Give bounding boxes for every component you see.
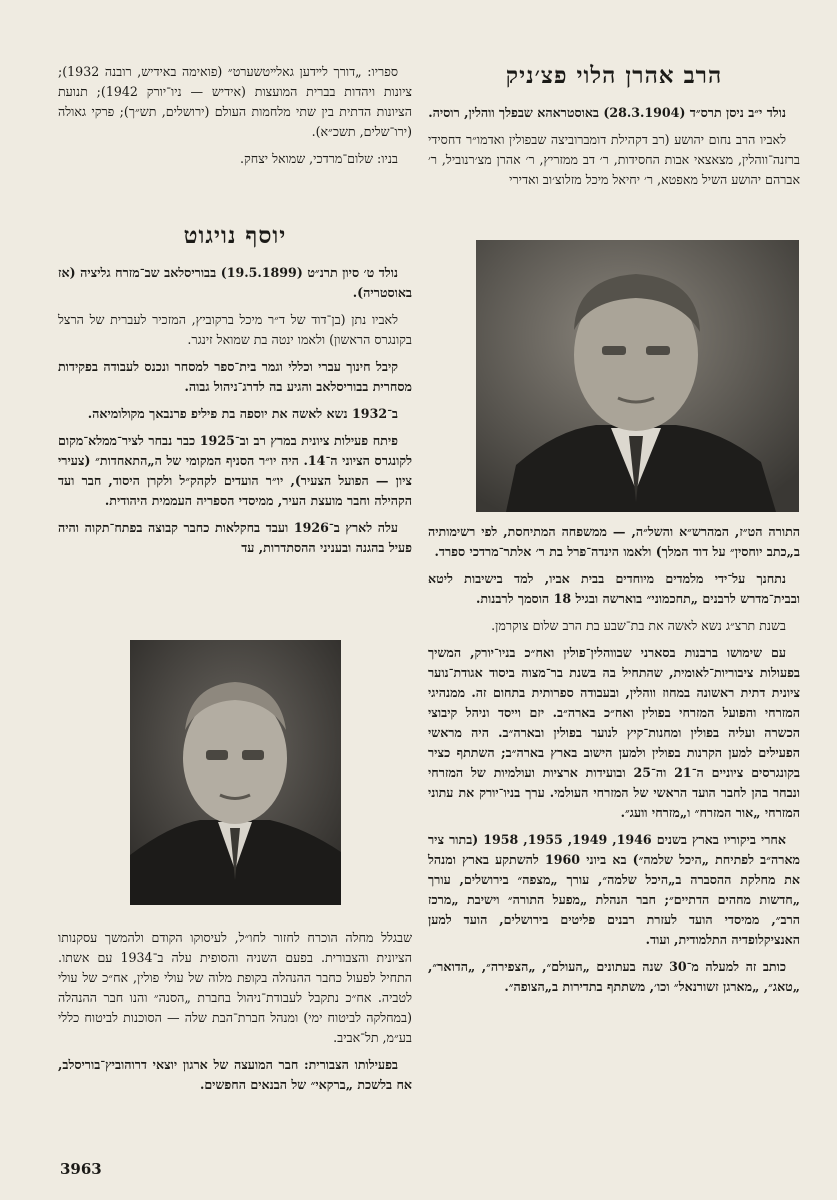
pechenik-paragraph-1: נולד י״ב ניסן תרס״ד (28.3.1904) באוסטראהא שבפלך ווהלין, רוסיה.	[428, 105, 786, 120]
neugut-paragraph-3: קיבל חינוך עברי וכללי וגמר בית־ספר למסחר ונכנס לעבודה בפקידות מסחרית בבוריסלאב והגיע בה לדרג־ניהול גבוה.	[58, 359, 412, 394]
previous-entry-continuation	[58, 62, 412, 176]
neugut-continuation	[58, 928, 412, 1102]
entry-title-pechenik: הרב אהרן הלוי פצ׳ניק	[505, 62, 723, 89]
entry-aharon-pechenik	[428, 62, 800, 197]
neugut-paragraph-5: פיתח פעילות ציונית במרץ רב וב־1925 כבר נבחר לציר־ממלא־מקום לקונגרס הציוני ה־14. היה יו״ר הסניף המקומי של ה„התאחדות״ (צעירי ציון — הפועל הצעיר), יו״ר הועדים לקהק״ל ולקרן היסוד, חבר ועד הקהילה וחבר מועצת העיר, ממיסדי הספריה העממית היהודית.	[58, 433, 413, 508]
portrait-photo-pechenik	[476, 240, 799, 512]
neugut-paragraph-8: בפעילותו הצבורית: חבר המועצה של ארגון יוצאי דרוהוביץ־בוריסלב, אח בלשכת „ברקאי״ של הבנאים החפשים.	[58, 1057, 412, 1092]
neugut-paragraph-1: נולד ט׳ סיון תרנ״ט (19.5.1899) בבוריסלאב שב־מזרח גליציה (אז באוסטריה).	[58, 265, 412, 300]
pechenik-paragraph-5: בשנת תרצ״ג נשא לאשה את בת־שבע בת הרב שלום צוקרמן.	[491, 618, 786, 633]
portrait-photo-neugut	[130, 640, 341, 905]
sons-paragraph: בניו: שלום־מרדכי, שמואל יצחק.	[240, 151, 398, 166]
entry-title-neugut: יוסף נויגוט	[183, 222, 287, 249]
pechenik-paragraph-7: אחרי ביקוריו בארץ בשנים 1946, 1949, 1955, 1958 (בתור ציר מארה״ב לפתיחת „היכל שלמה״) בא ביוני 1960 להשתקע בארץ ומנהל את מחלקת ההסברה ב„היכל שלמה״, עורך „מצפה״ בירושלים, עורך „חדשות מחהים הדתיים״; חבר הנהלת „מפעל התורה״ וישיבת „מרכז הרב״, ממיסדי הועד לעזרת רבנים פליטים בירושלים, הועד למען האנציקלופדיה התלמודית, ועוד.	[428, 832, 800, 947]
pechenik-paragraph-6: עם שימושו ברבנות בסארני שבווהלין־פולין ואח״כ בניו־יורק, המשיך בפעולות ציבוריות־לאומית, שהתחיל בה בשנת בר־מצוה ביסוד אגודת־נוער ציונית דתית ראשונה במחוז ווהלין, ובעבודה ספרותית בתחום זה. ממנהיגי המזרחי והפועל המזרחי בפולין ואח״כ בארה״ב. יזם וייסד וניהל קיבוצי הכשרה ועליה בפולין ומחנות־קיץ לנוער בפולין ובארה״ב. היה מראשי הפעילים למען הקרנות בפולין ולמען הישוב בארץ בארה״ב; השתתף כציר בקונגרסים ציוניים ה־21 וה־25 ובועידות ארציות ועולמיות של המזרחי ונבחר בהן לחבר הועד הראשי של המזרחי העולמי. ערך בניו־יורק את עתוני המזרחי „אור המזרח״ ו„מזרחי וועג״.	[428, 645, 800, 820]
neugut-paragraph-7: שבגלל מחלה הוכרח לחזור לחו״ל, לעיסוקו הקודם ולהמשך עסקנותו הציונית והצבורית. בפעם השניה והסופית עלה ב־1934 עם אשתו. התחיל לפעול כחבר ההנהלה בקופת מלוה של עולי פולין, אח״כ של עולי לטביה. אח״כ נתקבל לעבודת־ניהול בחברת „הסנה״ והנו חבר ההנהלה (במחלקה לביטוח ימי) ומנהל חברת־הבת שלה — הסוכנות לביטוח כללי בע״מ, תל־אביב.	[58, 930, 412, 1045]
portrait-image-neugut	[130, 640, 341, 905]
pechenik-paragraph-3: התורה הט״ז, המהרש״א והשל״ה, — ממשפחה המתיחסת, לפי רשימותיה ב„כתב יוחסין״ על דוד המלך) ולאמו הינדה־פרל בת ר׳ אלתר־מרדכי ספרד.	[428, 524, 800, 559]
neugut-paragraph-4: ב־1932 נשא לאשה את יוספה בת פיליפ פרנבאך מקולומיאה.	[87, 406, 398, 421]
pechenik-paragraph-2: לאביו הרב נחום יהושע (רב דקהילת דומברוביצה שבפולין ואדמו״ר דחסידי ברזנה־ווהלין, מצאצאי אבות החסידות, ר׳ דב ממזריץ, ר׳ אהרן מצ׳רנוביל, ר׳ אברהם יהושע השיל מאפטא, ר׳ יחיאל מיכל מזלוצ׳וב ואדירי	[428, 132, 800, 187]
neugut-paragraph-2: לאביו נתן (בן־דוד של ד״ר מיכל ברקוביץ, המזכיר לעברית של הרצל בקונגרס הראשון) ולאמו ינטה בת שמואל זינגר.	[58, 312, 412, 347]
pechenik-paragraph-8: כותב זה למעלה מ־30 שנה בעתונים „העולם״, „הצפירה״, „הדואר״, „טאג״, „מארגן זשורנאל״ וכו׳, משתתף בתדירות ב„הצופה״.	[428, 959, 800, 994]
pechenik-continuation	[428, 522, 800, 1004]
entry-yosef-neugut	[58, 222, 412, 565]
neugut-paragraph-6: עלה לארץ ב־1926 ועבד בחקלאות כחבר קבוצה בפתח־תקוה והיה פעיל בהגנה ובעניני ההסתדרות, עד	[58, 520, 412, 555]
pechenik-paragraph-4: נתחנך על־ידי מלמדים מיוחדים בבית אביו, למד בישיבות ליטא ובבית־מדרש לרבנים „תחכמוני״ בוארשה ובגיל 18 הוסמך לרבנות.	[428, 571, 800, 606]
books-paragraph: ספריו: „דורך לײדען גאלײטשערט״ (פואימה באידיש, רובנה 1932); ציונות ויהדות בברית המועצות (אידיש — ניו־יורק 1942); תנועת הציונות הדתית בין שתי מלחמות העולם (ירושלים, תש״ך); פרקי גאולה (ירו־שלים, תשכ״א).	[58, 64, 412, 139]
page-number: 3963	[60, 1160, 102, 1178]
portrait-image-pechenik	[476, 240, 799, 512]
